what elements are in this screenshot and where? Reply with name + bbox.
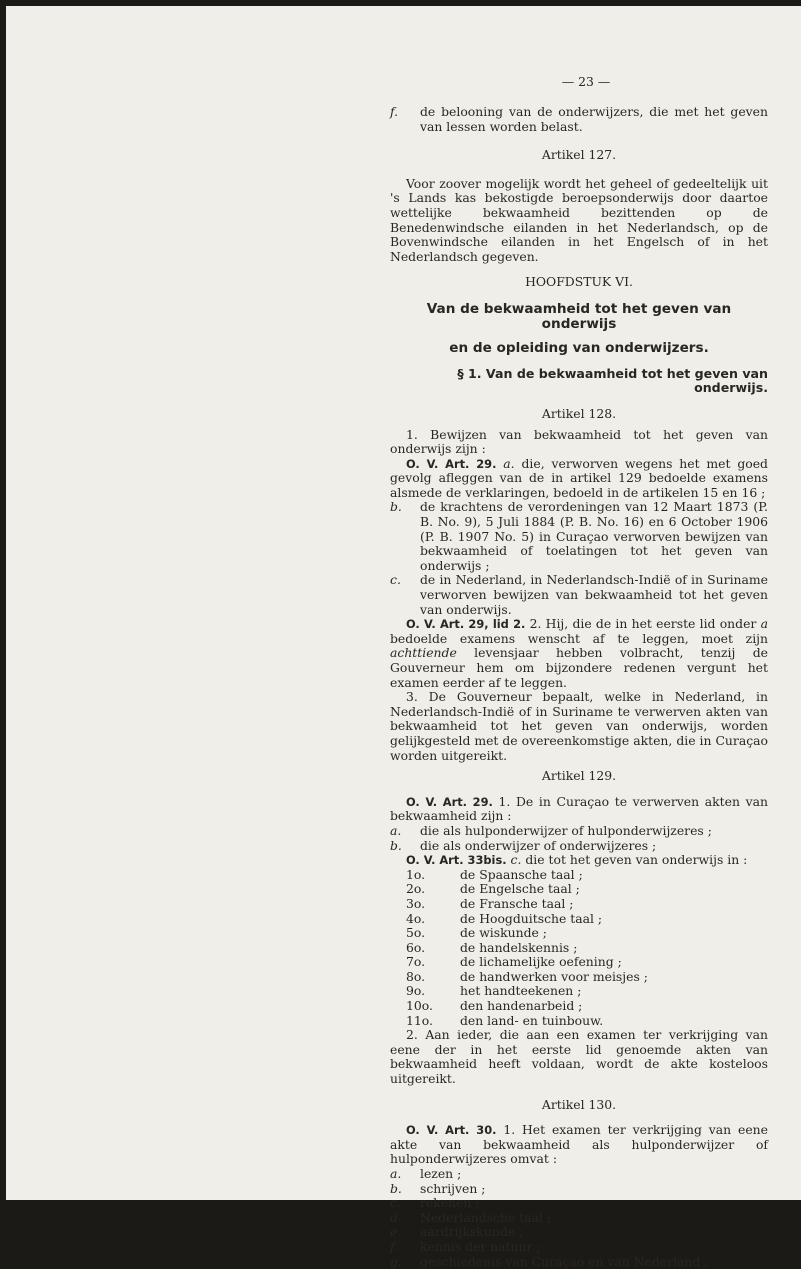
margin-reference: O. V. Art. 29. (406, 456, 497, 471)
art129-item-a: a. die als hulponderwijzer of hulponderwijzeres ; (390, 822, 712, 838)
text-block-top (390, 105, 768, 1269)
page-number: — 23 — (561, 74, 611, 89)
section-heading: § 1. Van de bekwaamheid tot het geven van onderwijs. (457, 365, 768, 396)
list-item: 5o. de wiskunde ; (406, 925, 547, 941)
list-item: d. Nederlandsche taal ; (390, 1209, 552, 1225)
subject-list (390, 868, 768, 1029)
art129-intro: O. V. Art. 29. 1. De in Curaçao te verwerven akten van bekwaamheid zijn : (390, 793, 768, 824)
list-item: 1o. de Spaansche taal ; (406, 866, 583, 882)
art127-body: Voor zoover mogelijk wordt het geheel of gedeeltelijk uit 's Lands kas bekostigde beroepsonderwijs door daartoe wettelijke bekwaamheid bezittenden op de Benedenwindsche eilanden in het Nederlandsch, op de Bovenwindsche eilanden in het Engelsch of in het Nederlandsch gegeven. (390, 175, 768, 264)
list-item: b. schrijven ; (390, 1180, 486, 1196)
art129-item-c: O. V. Art. 33bis. c. die tot het geven van onderwijs in : (406, 852, 748, 868)
list-item: 2o. de Engelsche taal ; (406, 881, 580, 897)
art129-title: Artikel 129. (541, 768, 617, 784)
list-item: 10o. den handenarbeid ; (406, 998, 583, 1014)
list-item: 11o. den land- en tuinbouw. (406, 1012, 604, 1028)
chapter-title-line1: Van de bekwaamheid tot het geven van onderwijs (426, 300, 732, 332)
art130-title: Artikel 130. (541, 1096, 617, 1112)
list-item: e. aardrijkskunde ; (390, 1224, 524, 1240)
art127-title: Artikel 127. (541, 147, 617, 163)
art126-item-f: f. de belooning van de onderwijzers, die met het geven van lessen worden belast. (390, 104, 768, 134)
list-item: 6o. de handelskennis ; (406, 939, 578, 955)
art130-intro: O. V. Art. 30. 1. Het examen ter verkrijging van eene akte van bekwaamheid als hulponderwijzer of hulponderwijzeres omvat : (390, 1122, 768, 1167)
list-item: 3o. de Fransche taal ; (406, 895, 574, 911)
list-item: a. lezen ; (390, 1166, 462, 1181)
chapter-label: HOOFDSTUK VI. (525, 274, 633, 290)
list-item: f. kennis der natuur ; (390, 1238, 541, 1254)
document-page (6, 6, 801, 1269)
list-item: 9o. het handteekenen ; (406, 983, 582, 999)
list-item: g. geschiedenis van Curaçao en van Nederland ; (390, 1253, 709, 1269)
art128-item-b: b. de krachtens de verordeningen van 12 Maart 1873 (P. B. No. 9), 5 Juli 1884 (P. B. No. 16) en 6 October 1906 (P. B. 1907 No. 5) in Curaçao verworven bewijzen van bekwaamheid of toelatingen tot het geven van onderwijs ; (390, 499, 768, 573)
art130-items (390, 1167, 768, 1269)
list-item: 4o. de Hoogduitsche taal ; (406, 910, 603, 926)
margin-reference: O. V. Art. 30. (406, 1123, 497, 1138)
art129-paragraph-2: 2. Aan ieder, die aan een examen ter verkrijging van eene der in het eerste lid genoemde akten van bekwaamheid heeft voldaan, wordt de akte kosteloos uitgereikt. (390, 1027, 768, 1087)
list-item: 8o. de handwerken voor meisjes ; (406, 968, 648, 984)
art128-paragraph-3: 3. De Gouverneur bepaalt, welke in Nederland, in Nederlandsch-Indië of in Suriname te verwerven akten van bekwaamheid tot het geven van onderwijs, worden gelijkgesteld met de overeenkomstige akten, die in Curaçao worden uitgereikt. (390, 689, 768, 763)
art129-item-b: b. die als onderwijzer of onderwijzeres ; (390, 837, 657, 853)
art128-item-a: O. V. Art. 29. a. die, verworven wegens het met goed gevolg afleggen van de in artikel 129 bedoelde examens alsmede de verklaringen, bedoeld in de artikelen 15 en 16 ; (390, 455, 768, 500)
chapter-title-line2: en de opleiding van onderwijzers. (449, 340, 709, 357)
art128-title: Artikel 128. (541, 405, 617, 421)
margin-reference: O. V. Art. 29, lid 2. (406, 617, 526, 632)
list-item: c. rekenen ; (390, 1195, 480, 1211)
margin-reference: O. V. Art. 33bis. (406, 853, 507, 868)
art128-intro: 1. Bewijzen van bekwaamheid tot het geven van onderwijs zijn : (390, 426, 768, 457)
art128-item-c: c. de in Nederland, in Nederlandsch-Indië of in Suriname verworven bewijzen van bekwaamheid tot het geven van onderwijs. (390, 572, 768, 617)
list-item: 7o. de lichamelijke oefening ; (406, 954, 622, 970)
art128-paragraph-2: O. V. Art. 29, lid 2. 2. Hij, die de in het eerste lid onder a bedoelde examens wenscht af te leggen, moet zijn achttiende levensjaar hebben volbracht, tenzij de Gouverneur hem om bijzondere redenen vergunt het examen eerder af te leggen. (390, 616, 768, 690)
margin-reference: O. V. Art. 29. (406, 794, 493, 809)
